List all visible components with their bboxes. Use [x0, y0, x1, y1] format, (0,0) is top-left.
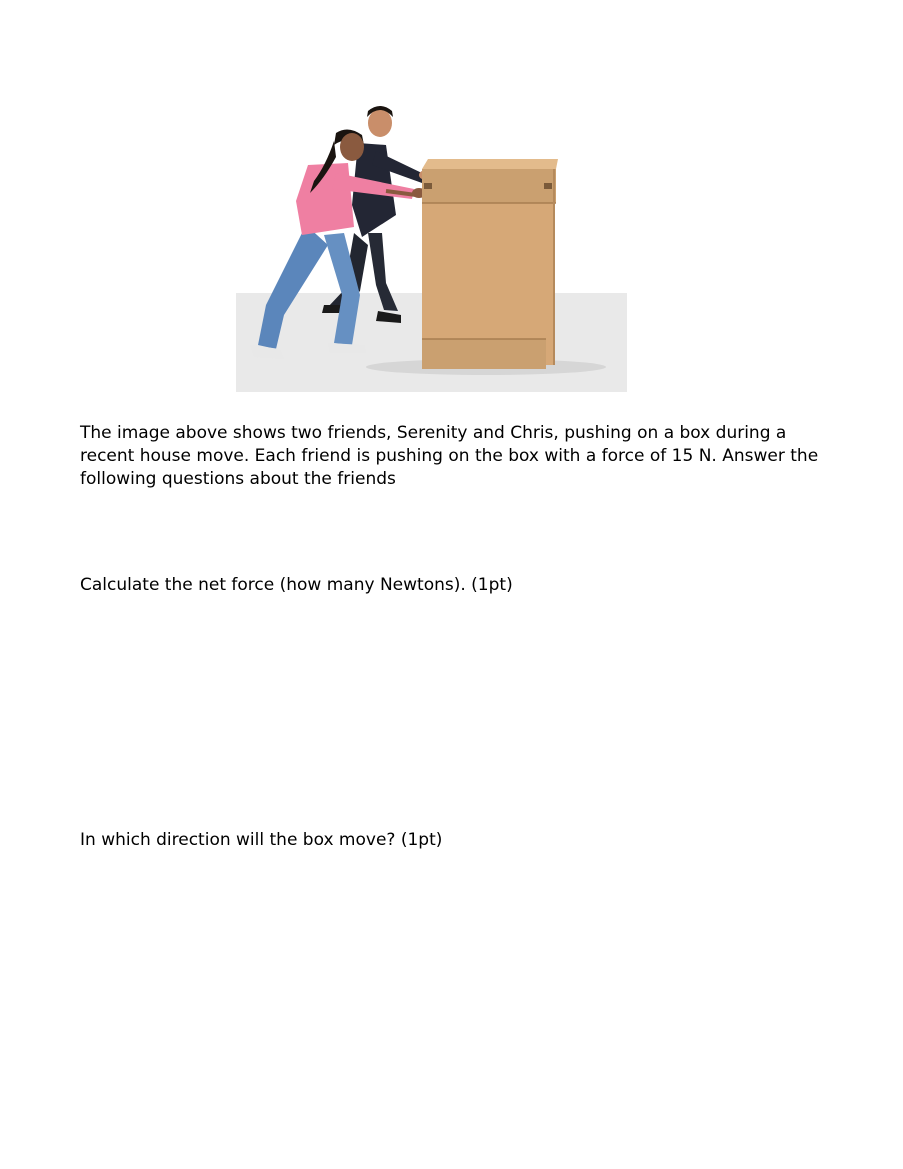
question-net-force: Calculate the net force (how many Newtons). (1pt) [80, 575, 513, 595]
cardboard-box [422, 159, 558, 369]
photo-friends-pushing-box [236, 105, 627, 392]
question-direction: In which direction will the box move? (1pt) [80, 830, 443, 850]
intro-paragraph: The image above shows two friends, Serenity and Chris, pushing on a box during a recent house move. Each friend is pushing on the box with a force of 15 N. Answer the following questions about the friends [80, 423, 819, 489]
